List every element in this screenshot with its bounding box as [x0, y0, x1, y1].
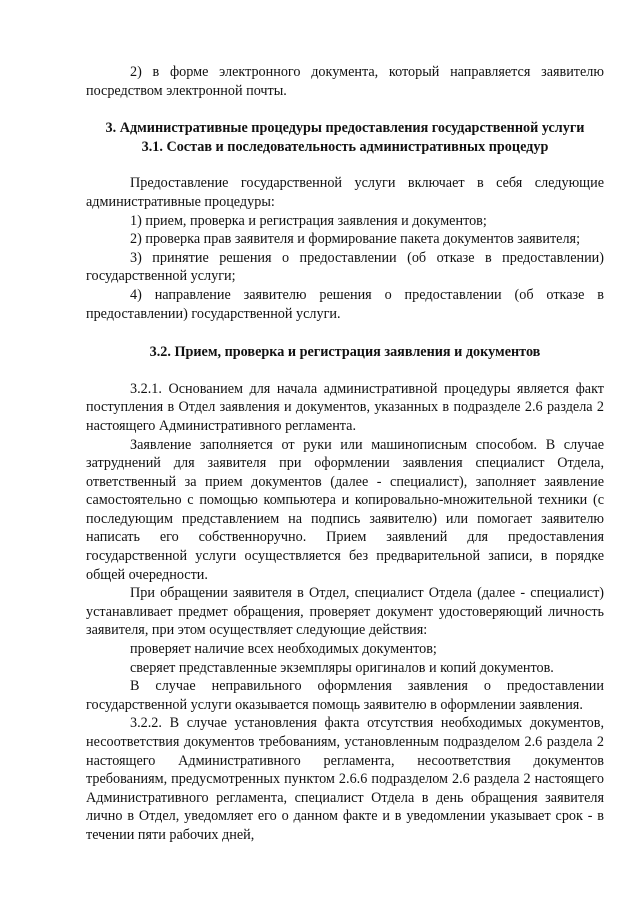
paragraph-3-1-item-3: 3) принятие решения о предоставлении (об отказе в предоставлении) государственной услуги; [86, 249, 604, 285]
section-3-heading: 3. Административные процедуры предоставления государственной услуги [105, 120, 585, 137]
paragraph-3-2-visit: При обращении заявителя в Отдел, специалист Отдела (далее - специалист) устанавливает предмет обращения, проверяет документ удостоверяющий личность заявителя, при этом осуществляет следующие действия: [86, 585, 604, 639]
paragraph-3-1-item-2: 2) проверка прав заявителя и формирование пакета документов заявителя; [130, 231, 581, 248]
paragraph-3-1-item-1: 1) прием, проверка и регистрация заявления и документов; [130, 212, 487, 229]
subsection-3-2-heading: 3.2. Прием, проверка и регистрация заявления и документов [149, 344, 541, 361]
document-page [86, 63, 604, 845]
paragraph-3-2-help: В случае неправильного оформления заявления о предоставлении государственной услуги оказывается помощь заявителю в оформлении заявления. [86, 678, 604, 713]
paragraph-intro-item-2: 2) в форме электронного документа, который направляется заявителю посредством электронной почты. [86, 64, 604, 99]
paragraph-3-1-item-4: 4) направление заявителю решения о предоставлении (об отказе в предоставлении) государственной услуги. [86, 286, 604, 322]
paragraph-3-2-check-documents: проверяет наличие всех необходимых документов; [130, 641, 437, 658]
paragraph-3-1-intro: Предоставление государственной услуги включает в себя следующие административные процедуры: [86, 175, 604, 210]
subsection-3-1-heading: 3.1. Состав и последовательность административных процедур [141, 138, 549, 155]
paragraph-3-2-2: 3.2.2. В случае установления факта отсутствия необходимых документов, несоответствия документов требованиям, установленным подразделом 2.6 раздела 2 настоящего Административного регламента, несоответствия документов требованиям, предусмотренных пунктом 2.6.6 подразделом 2.6 раздела 2 настоящего Административного регламента, специалист Отдела в день обращения заявителя лично в Отдел, уведомляет его о данном факте и в уведомлении указывает срок - в течении пяти рабочих дней, [86, 715, 604, 843]
paragraph-3-2-compare-copies: сверяет представленные экземпляры оригиналов и копий документов. [130, 659, 554, 676]
paragraph-3-2-fill-application: Заявление заполняется от руки или машинописным способом. В случае затруднений для заявителя при оформлении заявления специалист Отдела, ответственный за прием документов (далее - специалист), заполняет заявление самостоятельно с помощью компьютера и копировально-множительной техники (с последующим представлением на подпись заявителю) или помогает заявителю написать его собственноручно. Прием заявлений для предоставления государственной услуги осуществляется без предварительной записи, в порядке общей очередности. [86, 436, 604, 583]
paragraph-3-2-1: 3.2.1. Основанием для начала административной процедуры является факт поступления в Отдел заявления и документов, указанных в подразделе 2.6 раздела 2 настоящего Административного регламента. [86, 380, 604, 434]
